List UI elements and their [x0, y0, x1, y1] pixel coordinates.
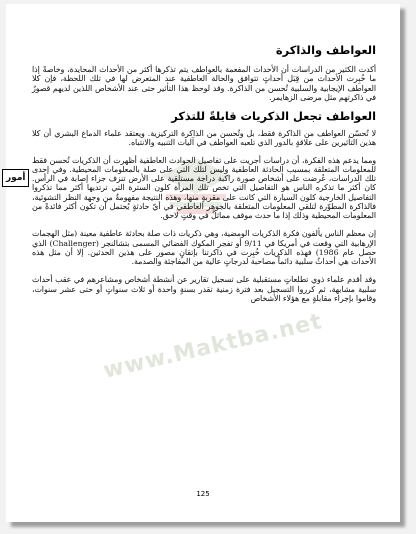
- sidebox-label: أمور: [2, 169, 29, 187]
- document-page: [6, 4, 400, 522]
- section-heading: العواطف تجعل الذكريات قابلةً للتذكر: [171, 109, 376, 123]
- page-title: العواطف والذاكرة: [275, 43, 376, 57]
- paragraph-attention: لا تُحسّن العواطف من الذاكرة فقط، بل وتُحسن من الذاكرة التركيزية. ويعتقد علماء الدماغ البشري أن كلا هذين التأثيرين على علاقةٍ بالدور الذي تلعبه العواطف في آليات التنبيه والانتباه.: [32, 129, 376, 148]
- watermark-text: www.Maktba.net: [101, 309, 325, 384]
- page-number: 125: [196, 490, 210, 498]
- paragraph-intro: أكدت الكثير من الدراسات أن الأحداث المفعمة بالعواطف يتم تذكرها أكثر من الأحداث المحايدة، وخاصةً إذا ما خُبِرت الأحداث من قِبَل أحداثٍ تتوافق والحالة العاطفية عند المتعرض لها في تلك اللحظة، فإن كلا العواطف الإيجابية والسلبية تُحسن من الذاكرة. وقد لوحظ هذا التأثير حتى عند الأشخاص اللذين لديهم قصورٌ في ذاكرتهم مثل مرضى الزهايمر.: [32, 65, 376, 102]
- paragraph-reports: وقد أقدم علماء ذوي تطلعاتٍ مستقبلية على تسجيل تقارير عن أنشطة أشخاص ومشاعرهم في عقب أحداث سلبية مشابهة، ثم كرروا التسجيل بعد فترة زمنية تقدر بسنةٍ واحدة أو ثلاث سنواتٍ أو حتى عشر سنوات، وقاموا بإجراء مقابلةٍ مع هؤلاء الأشخاص: [32, 275, 376, 303]
- paragraph-with-sidebox: [6, 155, 376, 221]
- paragraph-study: ومما يدعم هذه الفكرة، أن دراسات أجريت على تفاصيل الحوادث العاطفية أظهرت أن الذكريات تُحسن فقط للمعلومات المتعلقة بمسبب الحادثة العاطفية وليس لتلك التي على صلة بالمعلومات المحيطية. وفي إحدى تلك الدراسات، عُرضت على أشخاص صورة راكبة دراجة مستلقية على الأرض تنزف جزاء إصابة في الرأس. كان أكثر ما تذكره الناس هو التفاصيل التي تخص تلك المرأة كلون السترة التي ترتديها أكثر مما تذكروا التفاصيل الخارجية كلون السيارة التي كانت على مقربةٍ منها، وهذه النتيجة مفهومةٌ من وجهة النظر التشوئية، فالذاكرة المطوّرة لتلقي المعلومات المتعلقة بالجوهر العاطفي في أيّ حادثةٍ يُحتمل أن تكون أكثر فائدةً من المعلومات المحيطية وذلك إذا ما حدث موقف مماثلٌ في وقتٍ لاحق.: [32, 155, 376, 220]
- page-content: [6, 42, 377, 512]
- paragraph-flashbulb: إن معظم الناس يألفون فكرة الذكريات الومضية، وهي ذكريات ذات صلة بحادثة عاطفية معينة (مثل الهجمات الإرهابية التي وقعت في أمريكا في 9/11 أو تفجر المكوك الفضائي المسمى بتشالنجر (Challenger) الذي حصل عام 1986) فهذه الذكريات خُبِرت في ذاكرتنا بإتقانٍ مصور على هذين الحدثين. إلا أن مثل هذه الأحداث هي أحداثٌ سلبية دائماً مصاحبة لدرجاتٍ عالية من المفاجئة والصدمة.: [32, 229, 377, 266]
